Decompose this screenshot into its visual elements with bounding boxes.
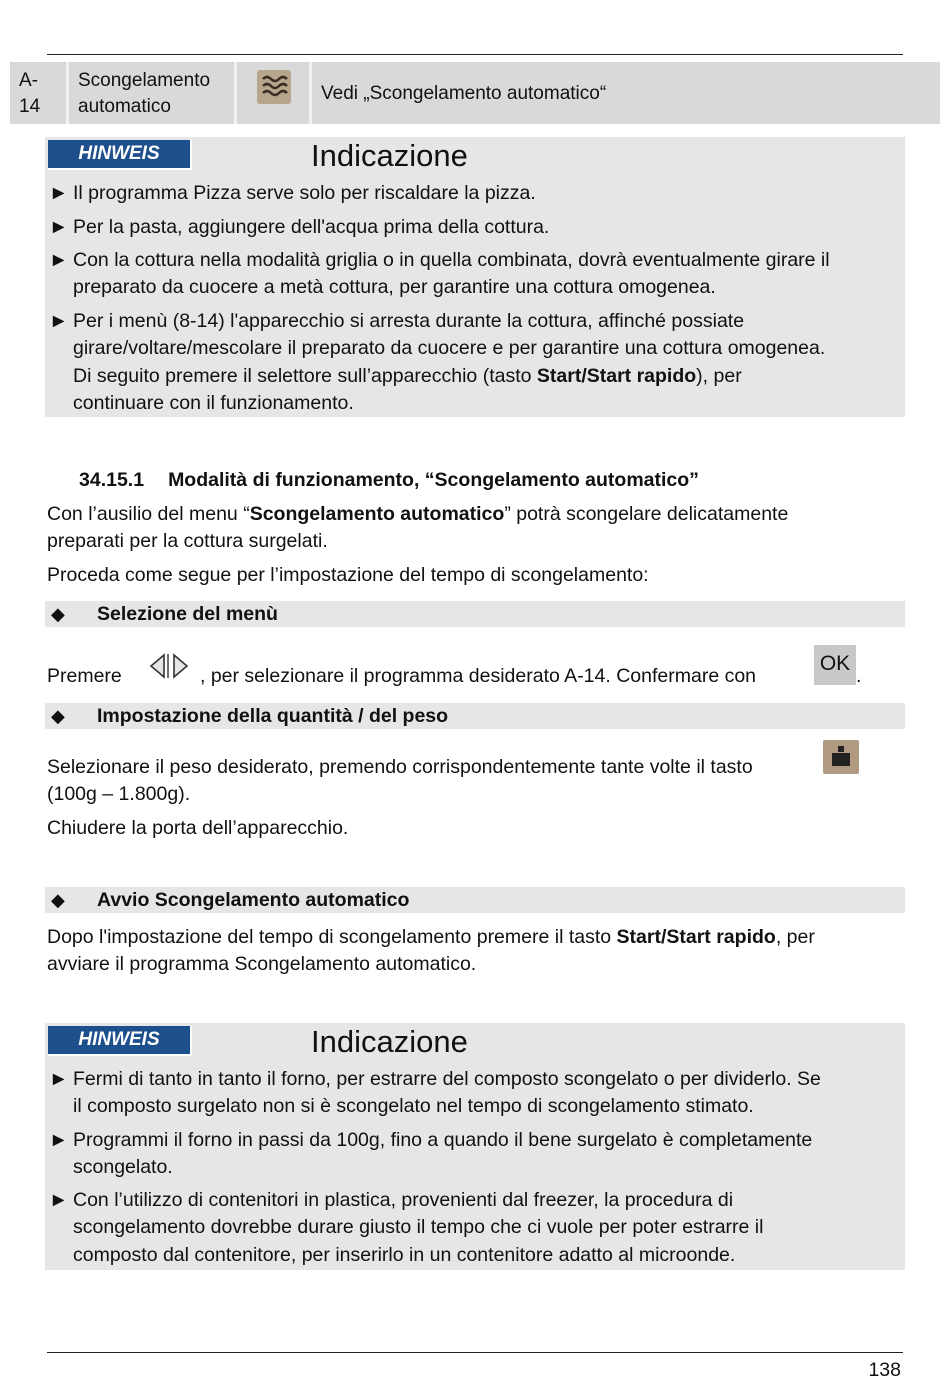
note-item-line: scongelamento dovrebbe durare giusto il tempo che ci vuole per poter estrarre il (73, 1216, 764, 1239)
start-button-name: Start/Start rapido (536, 364, 697, 387)
text-run: , per selezionare il programma desiderato A-14. Confermare con (200, 665, 757, 687)
note-title: Indicazione (311, 138, 468, 173)
text-run: Con l’ausilio del menu “ (47, 503, 250, 525)
note-item-line (73, 363, 905, 390)
step-bar-menu-selection (45, 601, 905, 627)
note-item-line: Per i menù (8-14) l'apparecchio si arresta durante la cottura, affinché possiate (73, 310, 745, 332)
note-item-line: girare/voltare/mescolare il preparato da cuocere e per garantire una cottura omogenea. (73, 337, 826, 360)
bottom-rule (47, 1352, 903, 1353)
arrow-bullet-icon: ► (49, 1068, 69, 1090)
section-title: Modalità di funzionamento, “Scongelamento automatico” (168, 469, 699, 491)
arrow-bullet-icon: ► (49, 1189, 69, 1211)
text-run: ), per (696, 364, 742, 387)
program-name-line1: Scongelamento (78, 70, 211, 91)
close-door-text: Chiudere la porta dell’apparecchio. (47, 817, 349, 839)
section-number: 34.15.1 (79, 469, 145, 491)
note-item-line: composto dal contenitore, per inserirlo in un contenitore adatto al microonde. (73, 1243, 736, 1266)
arrow-bullet-icon: ► (49, 182, 69, 204)
note-item-text (73, 1066, 905, 1121)
arrow-bullet-icon: ► (49, 1129, 69, 1151)
left-right-arrows-icon (148, 652, 190, 680)
text-line: (100g – 1.800g). (47, 783, 191, 806)
text-line (47, 924, 903, 951)
note-item-text (73, 1187, 905, 1269)
program-code-line1: A- (19, 70, 38, 91)
program-name-line2: automatico (78, 96, 171, 117)
note-item-line: Con l’utilizzo di contenitori in plastica, provenienti dal freezer, la procedura di (73, 1189, 734, 1211)
step-bar-weight (45, 703, 905, 729)
diamond-bullet-icon: ◆ (51, 604, 65, 624)
text-run: Di seguito premere il selettore sull’apparecchio (tasto (73, 364, 537, 387)
step-title: Impostazione della quantità / del peso (97, 705, 449, 727)
program-icon-cell (237, 62, 312, 124)
note-title: Indicazione (311, 1024, 468, 1059)
note-item-text: Il programma Pizza serve solo per riscaldare la pizza. (73, 182, 536, 204)
text-line: avviare il programma Scongelamento automatico. (47, 953, 477, 976)
note-box-1 (45, 137, 905, 417)
weight-button-icon (823, 740, 859, 774)
note-box-2 (45, 1023, 905, 1270)
note-item-text (73, 308, 905, 417)
note-item-line: scongelato. (73, 1156, 173, 1179)
arrow-bullet-icon: ► (49, 310, 69, 332)
diamond-bullet-icon: ◆ (51, 890, 65, 910)
note-item-text (73, 1127, 905, 1182)
step1-text-rest (200, 663, 756, 690)
note-item-text (73, 247, 905, 302)
arrow-bullet-icon: ► (49, 216, 69, 238)
text-line (47, 501, 903, 528)
top-rule (47, 54, 903, 55)
program-description: Vedi „Scongelamento automatico“ (321, 83, 607, 104)
text-run: ” potrà scongelare delicatamente (504, 503, 789, 525)
text-line: preparati per la cottura surgelati. (47, 530, 328, 553)
diamond-bullet-icon: ◆ (51, 706, 65, 726)
menu-name: Scongelamento automatico (249, 503, 505, 525)
start-button-name: Start/Start rapido (616, 926, 776, 948)
note-item-text: Per la pasta, aggiungere dell'acqua prima della cottura. (73, 216, 550, 238)
step-title: Avvio Scongelamento automatico (97, 889, 410, 911)
program-table-row (10, 62, 940, 124)
text-run: Dopo l'impostazione del tempo di scongelamento premere il tasto (47, 926, 617, 948)
text-run: Premere (47, 665, 122, 687)
step-bar-start (45, 887, 905, 913)
note-item-line: Con la cottura nella modalità griglia o in quella combinata, dovrà eventualmente girare il (73, 249, 830, 271)
procedure-text: Proceda come segue per l’impostazione del tempo di scongelamento: (47, 564, 649, 586)
program-code-line2: 14 (19, 96, 41, 117)
note-item-line: il composto surgelato non si è scongelato nel tempo di scongelamento stimato. (73, 1095, 754, 1118)
step2-text (47, 754, 903, 809)
page-number: 138 (868, 1359, 901, 1381)
program-code-cell (10, 62, 69, 124)
hinweis-badge: HINWEIS (48, 140, 192, 168)
text-run: , per (775, 926, 815, 948)
ok-button-icon: OK (814, 645, 856, 685)
hinweis-badge: HINWEIS (48, 1026, 192, 1054)
program-description-cell (312, 62, 940, 124)
defrost-icon (257, 70, 291, 104)
step3-text (47, 924, 903, 979)
section-heading (79, 467, 699, 494)
note-item-line: continuare con il funzionamento. (73, 391, 354, 414)
step-title: Selezione del menù (97, 603, 278, 625)
text-run: . (856, 665, 862, 687)
note-item-line: Programmi il forno in passi da 100g, fino a quando il bene surgelato è completamente (73, 1129, 813, 1151)
arrow-bullet-icon: ► (49, 249, 69, 271)
text-line: Selezionare il peso desiderato, premendo corrispondentemente tante volte il tasto (47, 756, 753, 778)
section-intro (47, 501, 903, 556)
note-item-line: Fermi di tanto in tanto il forno, per estrarre del composto scongelato o per dividerlo. Se (73, 1068, 821, 1090)
note-item-line: preparato da cuocere a metà cottura, per garantire una cottura omogenea. (73, 276, 716, 299)
program-name-cell (69, 62, 237, 124)
